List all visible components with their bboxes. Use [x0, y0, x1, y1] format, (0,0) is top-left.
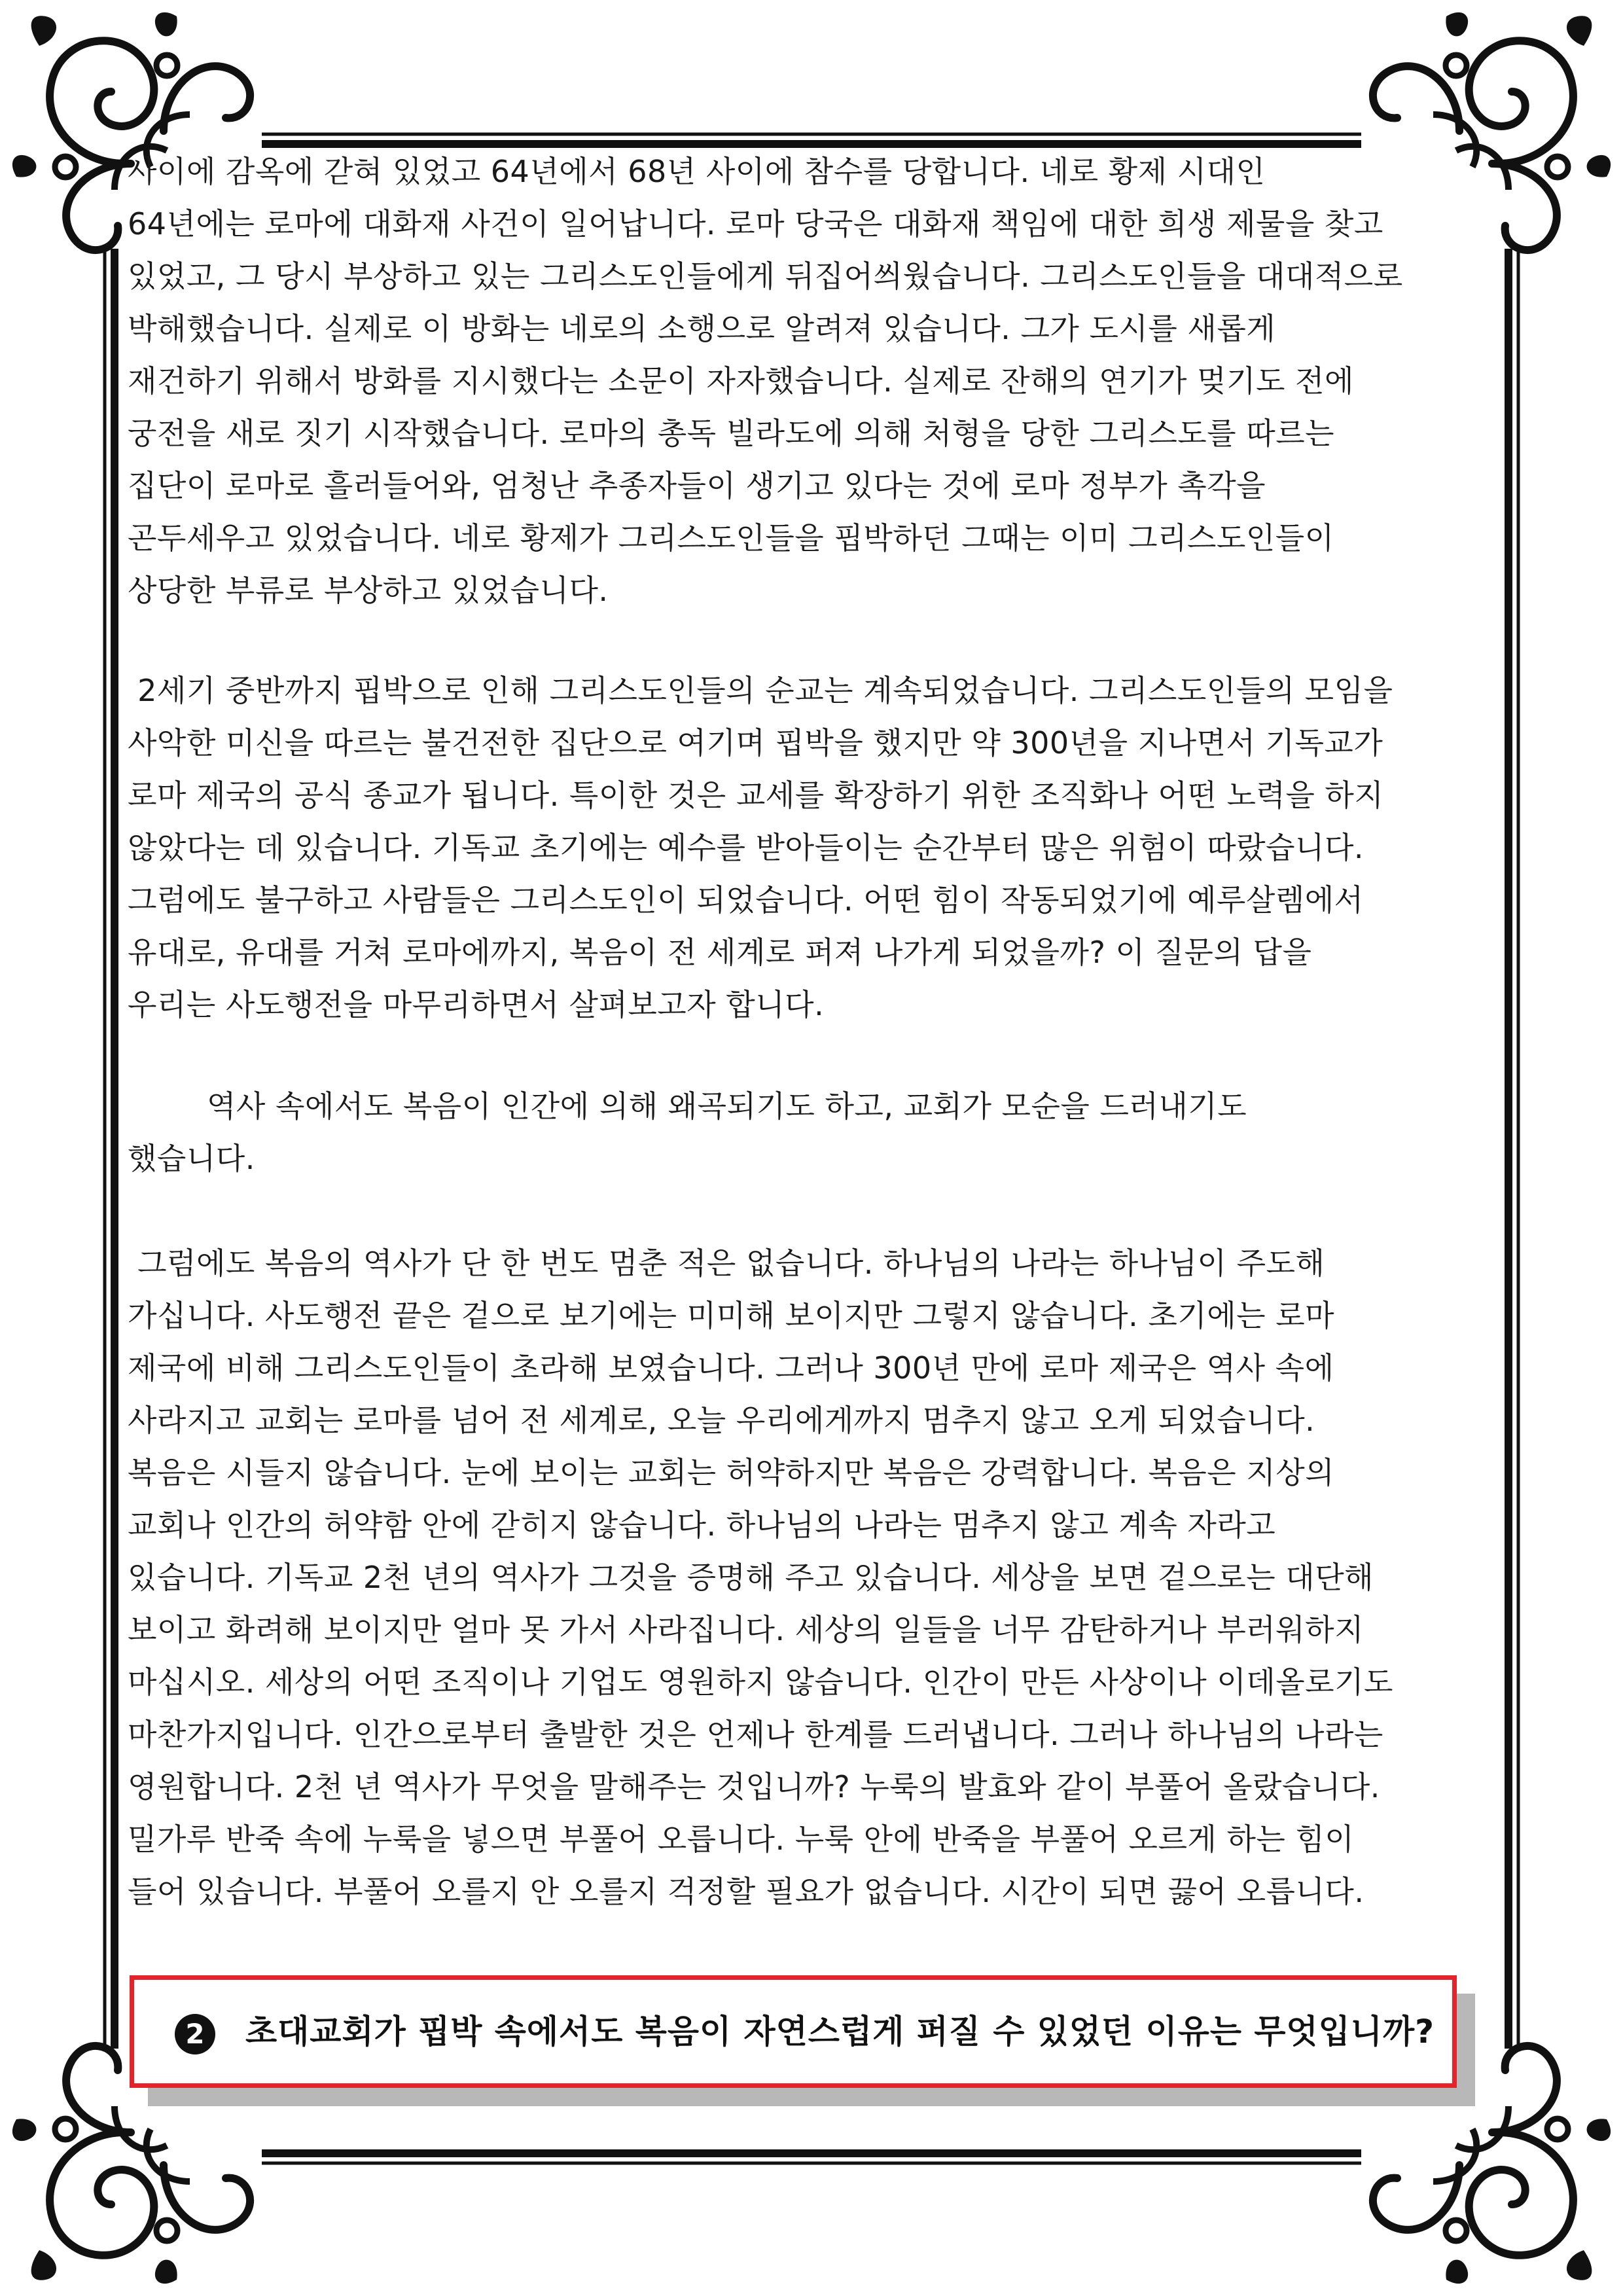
text-line: 있습니다. 기독교 2천 년의 역사가 그것을 증명해 주고 있습니다. 세상을 보면 겉으로는 대단해: [128, 1560, 1374, 1595]
text-line: 가십니다. 사도행전 끝은 겉으로 보기에는 미미해 보이지만 그렇지 않습니다. 초기에는 로마: [128, 1298, 1335, 1333]
text-line: 보이고 화려해 보이지만 얼마 못 가서 사라집니다. 세상의 일들을 너무 감탄하거나 부러워하지: [128, 1612, 1364, 1647]
text-line: 제국에 비해 그리스도인들이 초라해 보였습니다. 그러나 300년 만에 로마 제국은 역사 속에: [128, 1350, 1334, 1386]
text-line: 들어 있습니다. 부풀어 오를지 안 오를지 걱정할 필요가 없습니다. 시간이 되면 끓어 오릅니다.: [128, 1874, 1364, 1909]
text-line: 교회나 인간의 허약함 안에 갇히지 않습니다. 하나님의 나라는 멈추지 않고 계속 자라고: [128, 1507, 1276, 1543]
text-line: 집단이 로마로 흘러들어와, 엄청난 추종자들이 생기고 있다는 것에 로마 정부가 촉각을: [128, 468, 1266, 503]
paragraph-4: [128, 1237, 1502, 1918]
text-line: 재건하기 위해서 방화를 지시했다는 소문이 자자했습니다. 실제로 잔해의 연기가 멎기도 전에: [128, 363, 1354, 399]
paragraph-2: [128, 664, 1502, 1031]
text-line: 있었고, 그 당시 부상하고 있는 그리스도인들에게 뒤집어씌웠습니다. 그리스도인들을 대대적으로: [128, 259, 1403, 294]
text-line: 궁전을 새로 짓기 시작했습니다. 로마의 총독 빌라도에 의해 처형을 당한 그리스도를 따르는: [128, 416, 1335, 451]
text-line: 유대로, 유대를 거쳐 로마에까지, 복음이 전 세계로 퍼져 나가게 되었을까? 이 질문의 답을: [128, 935, 1312, 970]
text-line: 않았다는 데 있습니다. 기독교 초기에는 예수를 받아들이는 순간부터 많은 위험이 따랐습니다.: [128, 830, 1364, 865]
question-box: [130, 1975, 1457, 2088]
text-line: 사이에 감옥에 갇혀 있었고 64년에서 68년 사이에 참수를 당합니다. 네로 황제 시대인: [128, 154, 1266, 189]
text-line: 로마 제국의 공식 종교가 됩니다. 특이한 것은 교세를 확장하기 위한 조직화나 어떤 노력을 하지: [128, 778, 1384, 813]
text-line: 영원합니다. 2천 년 역사가 무엇을 말해주는 것입니까? 누룩의 발효와 같이 부풀어 올랐습니다.: [128, 1769, 1380, 1804]
text-line: 했습니다.: [128, 1141, 255, 1176]
text-line: 박해했습니다. 실제로 이 방화는 네로의 소행으로 알려져 있습니다. 그가 도시를 새롭게: [128, 311, 1276, 346]
paragraph-1: [128, 145, 1502, 617]
question-text: 초대교회가 핍박 속에서도 복음이 자연스럽게 퍼질 수 있었던 이유는 무엇입니까?: [245, 2013, 1435, 2051]
text-line: 2세기 중반까지 핍박으로 인해 그리스도인들의 순교는 계속되었습니다. 그리스도인들의 모임을: [128, 673, 1393, 708]
text-line: 그럼에도 복음의 역사가 단 한 번도 멈춘 적은 없습니다. 하나님의 나라는 하나님이 주도해: [128, 1246, 1325, 1281]
text-line: 사라지고 교회는 로마를 넘어 전 세계로, 오늘 우리에게까지 멈추지 않고 오게 되었습니다.: [128, 1403, 1315, 1438]
text-line: 그럼에도 불구하고 사람들은 그리스도인이 되었습니다. 어떤 힘이 작동되었기에 예루살렘에서: [128, 882, 1364, 918]
text-line: 곤두세우고 있었습니다. 네로 황제가 그리스도인들을 핍박하던 그때는 이미 그리스도인들이: [128, 520, 1334, 556]
text-line: 사악한 미신을 따르는 불건전한 집단으로 여기며 핍박을 했지만 약 300년을 지나면서 기독교가: [128, 725, 1383, 761]
text-line: 우리는 사도행전을 마무리하면서 살펴보고자 합니다.: [128, 987, 825, 1022]
text-line: 64년에는 로마에 대화재 사건이 일어납니다. 로마 당국은 대화재 책임에 대한 희생 제물을 찾고: [128, 206, 1383, 242]
text-line: 역사 속에서도 복음이 인간에 의해 왜곡되기도 하고, 교회가 모순을 드러내기도: [128, 1088, 1247, 1124]
text-line: 상당한 부류로 부상하고 있었습니다.: [128, 573, 609, 608]
text-line: 밀가루 반죽 속에 누룩을 넣으면 부풀어 오릅니다. 누룩 안에 반죽을 부풀어 오르게 하는 힘이: [128, 1821, 1355, 1857]
question-number-badge: 2: [175, 2014, 215, 2054]
text-line: 마찬가지입니다. 인간으로부터 출발한 것은 언제나 한계를 드러냅니다. 그러나 하나님의 나라는: [128, 1717, 1383, 1752]
text-line: 마십시오. 세상의 어떤 조직이나 기업도 영원하지 않습니다. 인간이 만든 사상이나 이데올로기도: [128, 1664, 1393, 1700]
paragraph-3: [128, 1080, 1502, 1185]
text-line: 복음은 시들지 않습니다. 눈에 보이는 교회는 허약하지만 복음은 강력합니다. 복음은 지상의: [128, 1455, 1335, 1490]
